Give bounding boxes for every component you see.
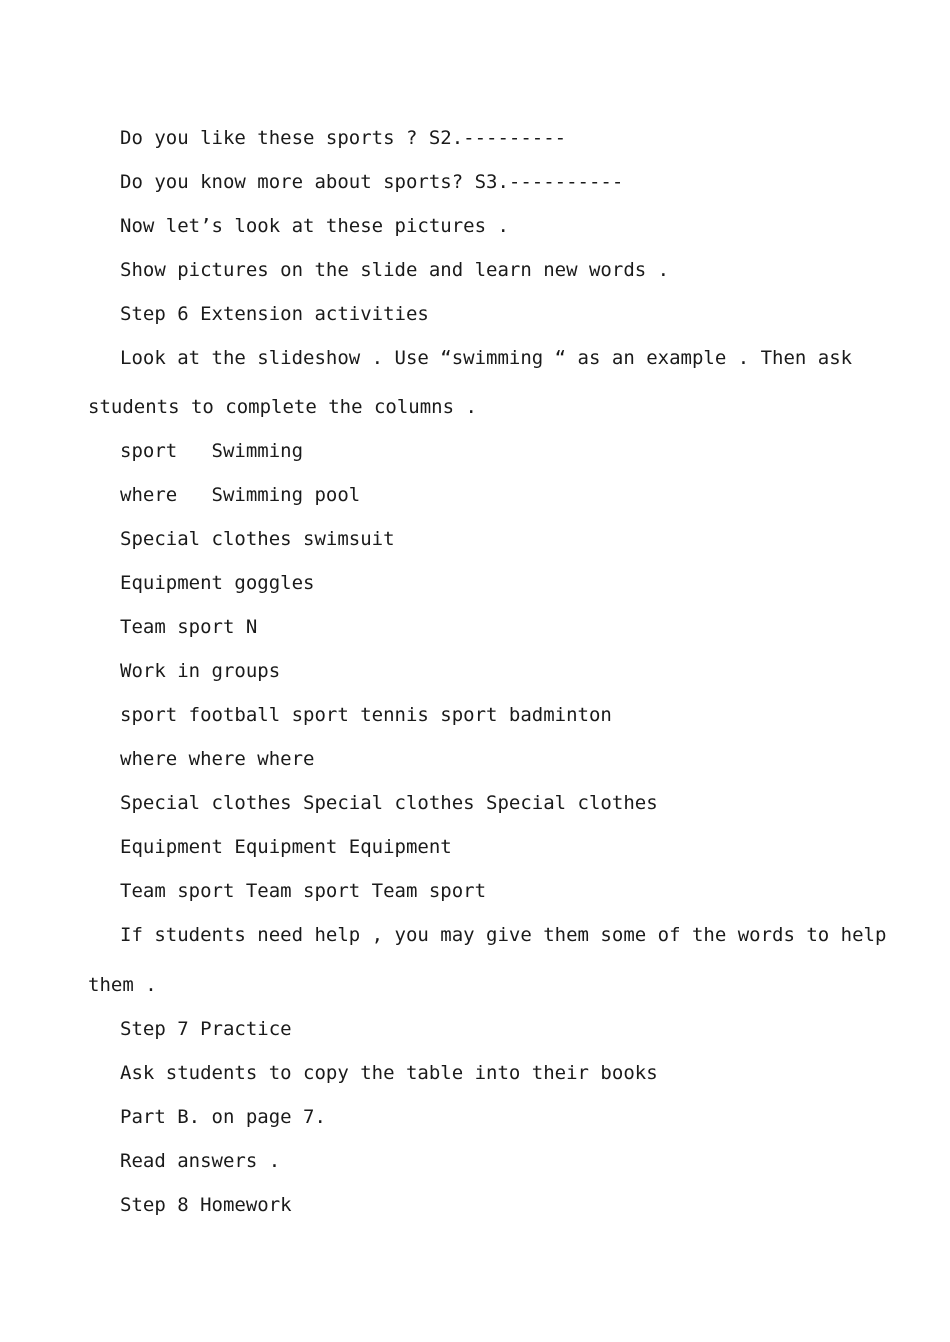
text-line: If students need help , you may give them some of the words to help <box>120 924 887 946</box>
text-line: Special clothes Special clothes Special clothes <box>120 792 658 814</box>
text-line: Work in groups <box>120 660 281 682</box>
text-line: Do you know more about sports? S3.---------- <box>120 171 624 193</box>
text-line: Team sport Team sport Team sport <box>120 880 487 902</box>
text-line: Show pictures on the slide and learn new words . <box>120 259 670 281</box>
text-line: Look at the slideshow . Use “swimming “ as an example . Then ask <box>120 347 853 369</box>
text-line: Team sport N <box>120 616 258 638</box>
text-line: Equipment goggles <box>120 572 315 594</box>
step-heading: Step 8 Homework <box>120 1194 292 1216</box>
text-line: Now let’s look at these pictures . <box>120 215 509 237</box>
text-line: Do you like these sports ? S2.--------- <box>120 127 567 149</box>
text-line: Equipment Equipment Equipment <box>120 836 452 858</box>
text-line: Ask students to copy the table into their books <box>120 1062 658 1084</box>
text-line: where where where <box>120 748 315 770</box>
step-heading: Step 6 Extension activities <box>120 303 429 325</box>
text-line: sport football sport tennis sport badminton <box>120 704 612 726</box>
text-line-continuation: students to complete the columns . <box>88 396 477 418</box>
text-line: Read answers . <box>120 1150 281 1172</box>
text-line: Part B. on page 7. <box>120 1106 326 1128</box>
text-line: Special clothes swimsuit <box>120 528 395 550</box>
text-line-continuation: them . <box>88 974 157 996</box>
step-heading: Step 7 Practice <box>120 1018 292 1040</box>
text-line: where Swimming pool <box>120 484 361 506</box>
text-line: sport Swimming <box>120 440 304 462</box>
